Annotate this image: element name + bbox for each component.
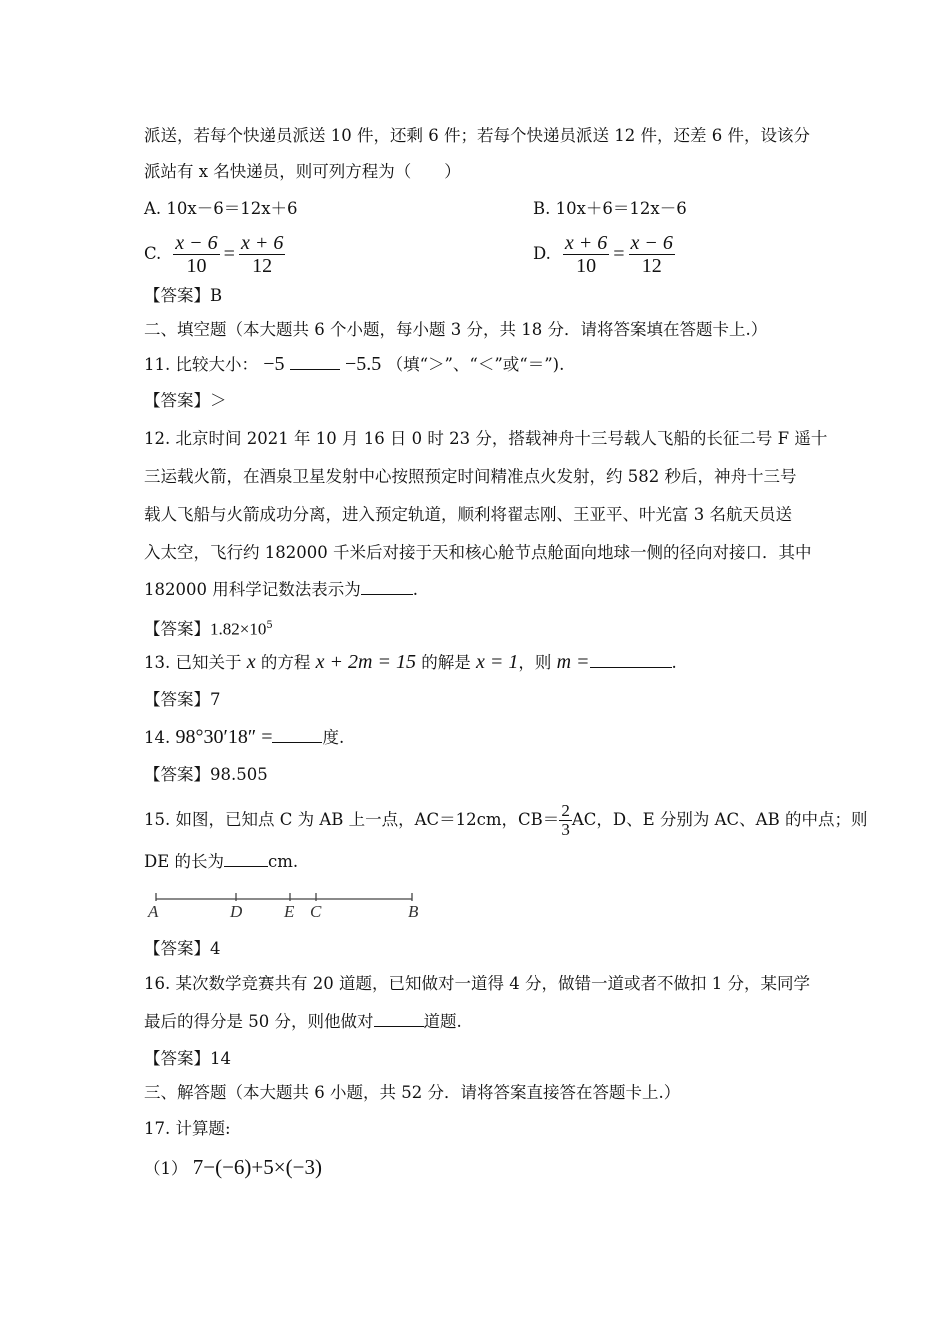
equals-sign: = xyxy=(223,243,235,265)
label-a: A xyxy=(148,902,159,921)
option-c-label: C. xyxy=(144,244,162,263)
q16-line-2-text: 最后的得分是 50 分，则他做对 xyxy=(144,1012,374,1031)
q12-blank xyxy=(361,578,413,595)
q14-text xyxy=(144,725,344,750)
q16-line-2 xyxy=(144,1010,462,1034)
q11-value-a: −5 xyxy=(263,353,285,375)
q12-answer xyxy=(144,614,273,642)
q10-text-line-1: 派送，若每个快递员派送 10 件，还剩 6 件；若每个快递员派送 12 件，还差 6 件，设该分 xyxy=(144,126,810,145)
q14-expression: 98°30′18″ = xyxy=(175,726,273,748)
q13-text-mid: 的方程 xyxy=(260,653,311,672)
q12-answer-value: 1.82×10 xyxy=(210,619,267,639)
q11-blank xyxy=(290,353,340,370)
fraction-denominator: 12 xyxy=(641,254,662,277)
q12-period: . xyxy=(412,580,418,599)
q10-text-line-2: 派站有 x 名快递员，则可列方程为（ ） xyxy=(144,162,461,181)
q10-option-d xyxy=(533,230,675,278)
q15-answer: 【答案】4 xyxy=(144,939,221,958)
q12-line-1: 12. 北京时间 2021 年 10 月 16 日 0 时 23 分，搭载神舟十三号载人飞船的长征二号 F 遥十 xyxy=(144,429,828,448)
q17-heading: 17. 计算题: xyxy=(144,1119,231,1138)
q11-prefix: 11. 比较大小： xyxy=(144,355,258,374)
q10-answer: 【答案】B xyxy=(144,286,223,305)
q17-part-1 xyxy=(144,1155,322,1181)
q17-part-1-label: （1） xyxy=(144,1159,188,1178)
q13-text-mid3: ，则 xyxy=(518,653,552,672)
q11-text xyxy=(144,352,564,377)
q14-suffix: 度. xyxy=(322,728,345,747)
fraction-numerator: x + 6 xyxy=(564,231,608,254)
q15-text-a: 15. 如图，已知点 C 为 AB 上一点，AC＝12cm，CB＝ xyxy=(144,810,560,829)
option-d-right-fraction xyxy=(629,232,675,277)
label-b: B xyxy=(408,902,419,921)
q10-option-c xyxy=(144,230,285,278)
q13-solution: x = 1 xyxy=(475,651,519,673)
fraction-numerator: x + 6 xyxy=(240,231,284,254)
q15-fraction-two-thirds xyxy=(559,802,572,839)
option-c-left-fraction xyxy=(173,232,219,277)
fraction-denominator: 10 xyxy=(186,254,207,277)
fraction-numerator: x − 6 xyxy=(630,231,673,254)
fraction-denominator: 10 xyxy=(576,254,597,277)
q14-prefix: 14. xyxy=(144,728,171,747)
q13-period: . xyxy=(671,653,677,672)
q16-suffix: 道题. xyxy=(423,1012,462,1031)
q14-answer: 【答案】98.505 xyxy=(144,765,268,784)
q11-value-b: −5.5 xyxy=(345,353,382,375)
q13-equation: x + 2m = 15 xyxy=(315,651,416,673)
q10-option-a: A. 10x－6＝12x＋6 xyxy=(144,199,298,218)
q14-blank xyxy=(272,726,322,743)
q15-line-1 xyxy=(144,798,867,842)
option-d-label: D. xyxy=(533,244,551,263)
q13-variable-x: x xyxy=(246,651,256,673)
fraction-denominator: 12 xyxy=(252,254,273,277)
q12-line-5-text: 182000 用科学记数法表示为 xyxy=(144,580,361,599)
fraction-numerator: x − 6 xyxy=(175,231,218,254)
q10-option-b: B. 10x＋6＝12x－6 xyxy=(533,199,687,218)
q17-part-1-expression: 7−(−6)+5×(−3) xyxy=(192,1155,322,1179)
label-d: D xyxy=(230,902,243,921)
q15-text-b: AC，D、E 分别为 AC、AB 的中点；则 xyxy=(571,810,868,829)
q11-suffix: （填“＞”、“＜”或“＝”). xyxy=(386,355,565,374)
section-3-heading: 三、解答题（本大题共 6 小题，共 52 分．请将答案直接答在答题卡上.） xyxy=(144,1083,681,1102)
q12-line-4: 入太空，飞行约 182000 千米后对接于天和核心舱节点舱面向地球一侧的径向对接口．其中 xyxy=(144,543,812,562)
q13-text xyxy=(144,650,677,675)
fraction-denominator: 3 xyxy=(561,819,570,839)
q15-unit: cm. xyxy=(268,852,299,871)
option-d-left-fraction xyxy=(563,232,609,277)
q12-line-2: 三运载火箭，在酒泉卫星发射中心按照预定时间精准点火发射，约 582 秒后，神舟十三号 xyxy=(144,467,797,486)
q13-variable-m: m = xyxy=(556,651,590,673)
q13-text-mid2: 的解是 xyxy=(421,653,471,672)
q15-blank xyxy=(224,850,268,867)
option-c-right-fraction xyxy=(239,232,285,277)
q15-line-2 xyxy=(144,850,298,874)
label-c: C xyxy=(310,902,322,921)
segment-figure xyxy=(144,884,434,924)
q16-line-1: 16. 某次数学竞赛共有 20 道题，已知做对一道得 4 分，做错一道或者不做扣 1 分，某同学 xyxy=(144,974,810,993)
q13-answer: 【答案】7 xyxy=(144,690,221,709)
q13-blank xyxy=(590,651,672,668)
q16-answer: 【答案】14 xyxy=(144,1049,231,1068)
q15-line-2-text: DE 的长为 xyxy=(144,852,225,871)
section-2-heading: 二、填空题（本大题共 6 个小题，每小题 3 分，共 18 分．请将答案填在答题卡上.） xyxy=(144,320,768,339)
q12-line-3: 载人飞船与火箭成功分离，进入预定轨道，顺利将翟志刚、王亚平、叶光富 3 名航天员送 xyxy=(144,505,792,524)
fraction-numerator: 2 xyxy=(561,800,570,820)
q16-blank xyxy=(374,1010,424,1027)
label-e: E xyxy=(284,902,295,921)
q12-answer-exponent: 5 xyxy=(266,620,273,631)
q11-answer: 【答案】＞ xyxy=(144,391,227,410)
q13-prefix: 13. 已知关于 xyxy=(144,653,242,672)
answer-prefix: 【答案】 xyxy=(144,619,210,639)
equals-sign: = xyxy=(613,243,625,265)
q12-line-5 xyxy=(144,578,418,602)
